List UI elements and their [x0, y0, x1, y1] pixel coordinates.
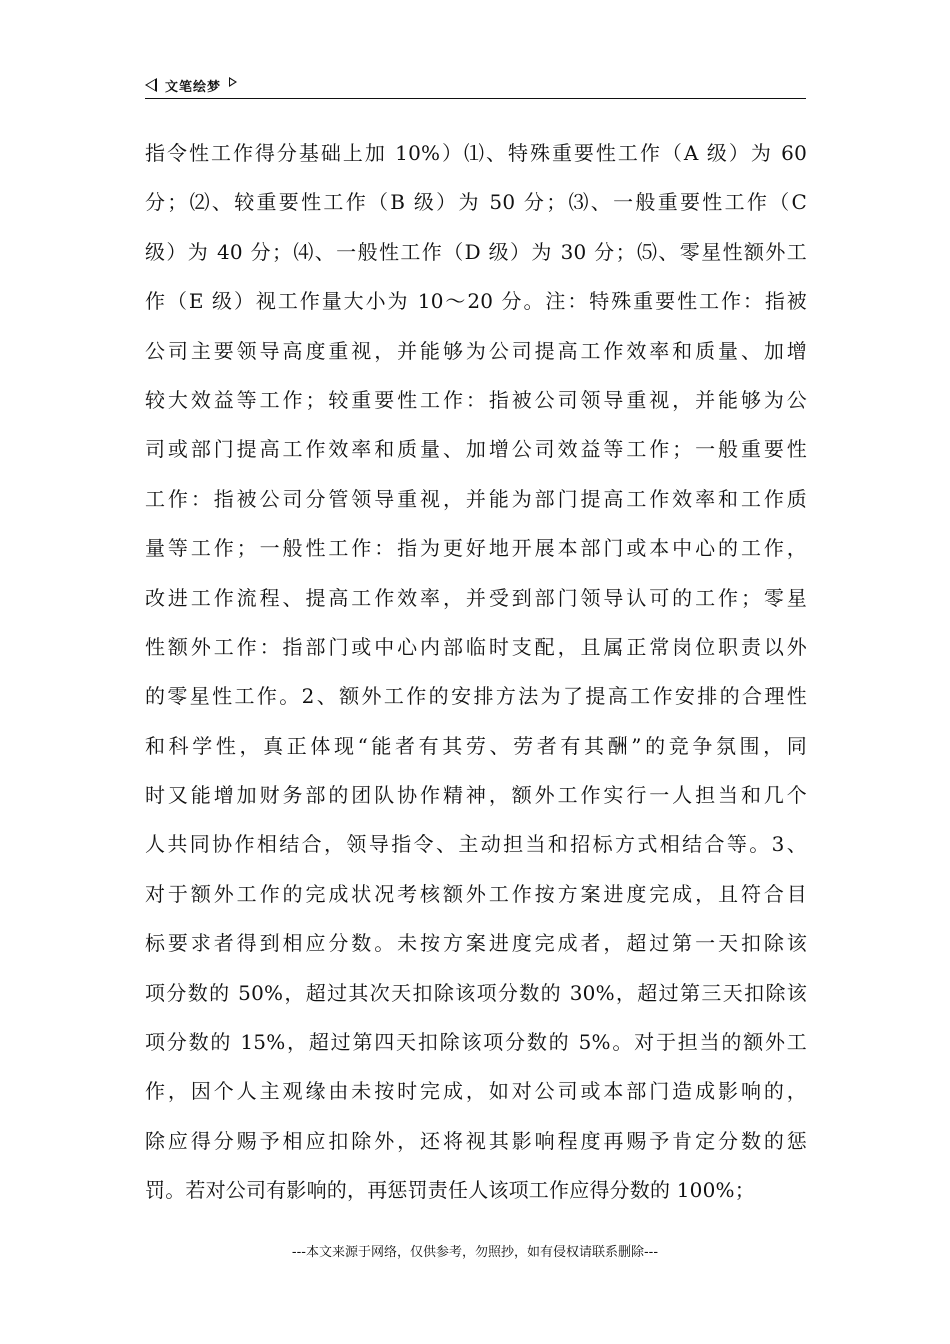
header-title: 文笔绘梦 [165, 79, 222, 95]
document-body [145, 129, 807, 1216]
body-line: 人共同协作相结合，领导指令、主动担当和招标方式相结合等。3、 [145, 832, 807, 857]
body-line: 级）为 40 分；⑷、一般性工作（D 级）为 30 分；⑸、零星性额外工 [145, 239, 807, 264]
body-line: 分；⑵、较重要性工作（B 级）为 50 分；⑶、一般重要性工作（C [145, 190, 807, 215]
body-line: 时又能增加财务部的团队协作精神，额外工作实行一人担当和几个 [145, 783, 807, 808]
page-header [145, 74, 806, 99]
body-line: 罚。若对公司有影响的，再惩罚责任人该项工作应得分数的 100%； [145, 1178, 755, 1203]
body-line: 指令性工作得分基础上加 10%）⑴、特殊重要性工作（A 级）为 60 [145, 141, 807, 165]
body-line: 项分数的 50%，超过其次天扣除该项分数的 30%，超过第三天扣除该 [145, 980, 807, 1005]
body-line: 工作：指被公司分管领导重视，并能为部门提高工作效率和工作质 [145, 486, 807, 511]
header-bar [145, 74, 806, 96]
triangle-left-icon [145, 78, 157, 92]
body-line: 性额外工作：指部门或中心内部临时支配，且属正常岗位职责以外 [145, 634, 807, 659]
footer-notice: ---本文来源于网络，仅供参考，勿照抄，如有侵权请联系删除--- [291, 1245, 659, 1260]
body-line: 公司主要领导高度重视，并能够为公司提高工作效率和质量、加增 [145, 338, 807, 363]
body-line: 作，因个人主观缘由未按时完成，如对公司或本部门造成影响的， [145, 1079, 807, 1104]
triangle-right-icon [229, 77, 237, 87]
body-line: 量等工作；一般性工作：指为更好地开展本部门或本中心的工作， [145, 536, 807, 561]
body-line: 标要求者得到相应分数。未按方案进度完成者，超过第一天扣除该 [145, 931, 807, 956]
body-line: 对于额外工作的完成状况考核额外工作按方案进度完成，且符合目 [145, 881, 807, 906]
body-line: 项分数的 15%，超过第四天扣除该项分数的 5%。对于担当的额外工 [145, 1030, 807, 1055]
body-line: 较大效益等工作；较重要性工作：指被公司领导重视，并能够为公 [145, 387, 807, 412]
body-line: 司或部门提高工作效率和质量、加增公司效益等工作；一般重要性 [145, 437, 807, 462]
body-line: 的零星性工作。2、额外工作的安排方法为了提高工作安排的合理性 [145, 684, 807, 709]
body-line: 作（E 级）视工作量大小为 10～20 分。注：特殊重要性工作：指被 [145, 289, 807, 314]
body-line: 改进工作流程、提高工作效率，并受到部门领导认可的工作；零星 [145, 585, 807, 610]
body-line: 和科学性，真正体现“能者有其劳、劳者有其酬”的竞争氛围，同 [145, 733, 807, 758]
body-line: 除应得分赐予相应扣除外，还将视其影响程度再赐予肯定分数的惩 [145, 1128, 807, 1153]
